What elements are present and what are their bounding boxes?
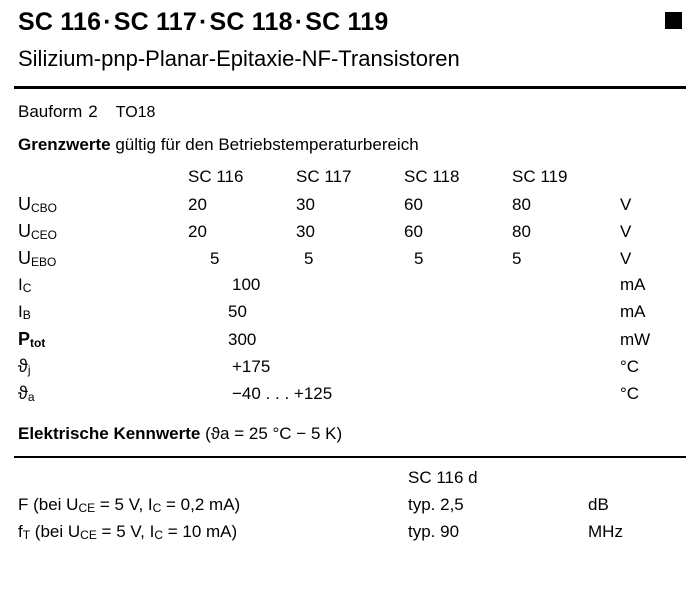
- cell-theta-a-value: −40 . . . +125: [232, 384, 333, 403]
- header-cell-sc118: SC 118: [404, 167, 460, 186]
- cell-uceo-sc117: 30: [296, 222, 315, 241]
- page-body: [0, 102, 700, 444]
- desc-sub-c: C: [154, 528, 163, 542]
- row-symbol-ptot: [18, 329, 188, 356]
- cell-uceo-sc116: 20: [188, 222, 207, 241]
- row-symbol-ib: [18, 302, 188, 329]
- cell-ptot-unit: mW: [620, 330, 651, 349]
- symbol-subscript: a: [27, 390, 35, 404]
- header-cell-sc119: SC 119: [512, 167, 568, 186]
- bauform-row: [18, 102, 682, 122]
- page-subtitle: Silizium-pnp-Planar-Epitaxie-NF-Transistoren: [18, 46, 460, 71]
- desc-sub-ce: CE: [78, 501, 96, 515]
- limits-table: [18, 167, 682, 410]
- cell-ucbo-sc119: 80: [512, 195, 531, 214]
- desc-suffix: = 0,2 mA): [161, 495, 241, 514]
- desc-prefix2: (bei U: [30, 522, 81, 541]
- lower-header-unit: [588, 468, 682, 495]
- desc-sub-t: T: [22, 528, 31, 542]
- desc-suffix: = 10 mA): [163, 522, 238, 541]
- symbol-subscript: B: [22, 308, 31, 322]
- row-symbol-uceo: [18, 221, 188, 248]
- symbol-base: ϑ: [18, 356, 28, 376]
- table-row: [18, 194, 682, 221]
- lower-header-blank: [18, 468, 408, 495]
- symbol-base: U: [18, 248, 31, 268]
- cell-transit-frequency-unit: MHz: [588, 522, 623, 541]
- symbol-subscript: C: [22, 281, 32, 295]
- title-separator-1: ·: [103, 8, 112, 36]
- header-cell-symbol: [18, 167, 188, 194]
- type-name-4: SC 119: [305, 8, 389, 36]
- cell-ic-value: 100: [232, 275, 261, 294]
- table-header-row: [18, 167, 682, 194]
- cell-uebo-sc116: 5: [210, 249, 220, 268]
- bauform-label: Bauform: [18, 102, 83, 121]
- symbol-base: I: [18, 302, 23, 321]
- desc-prefix: f: [18, 522, 23, 541]
- symbol-base: U: [18, 221, 31, 241]
- table-row: [18, 248, 682, 275]
- lower-body: [0, 468, 700, 549]
- symbol-base: U: [18, 194, 31, 214]
- symbol-base: ϑ: [18, 383, 28, 403]
- cell-noise-figure-value: typ. 2,5: [408, 495, 464, 514]
- table-row: [18, 275, 682, 302]
- section-divider: [14, 456, 686, 458]
- cell-uceo-sc119: 80: [512, 222, 531, 241]
- desc-mid: = 5 V, I: [96, 522, 155, 541]
- cell-ucbo-sc116: 20: [188, 195, 207, 214]
- limits-heading: [18, 135, 682, 155]
- desc-mid: = 5 V, I: [95, 495, 153, 514]
- electrical-heading-rest: (ϑa = 25 °C − 5 K): [205, 424, 343, 443]
- page-header: [0, 0, 700, 72]
- row-desc-transit-frequency: [18, 522, 408, 549]
- row-symbol-uebo: [18, 248, 188, 275]
- cell-uceo-unit: V: [620, 222, 632, 241]
- desc-sub-c: C: [152, 501, 162, 515]
- row-symbol-ucbo: [18, 194, 188, 221]
- cell-ptot-value: 300: [228, 330, 257, 349]
- symbol-base: P: [18, 329, 31, 349]
- table-row: [18, 221, 682, 248]
- row-symbol-ic: [18, 275, 188, 302]
- cell-noise-figure-unit: dB: [588, 495, 609, 514]
- electrical-table: [18, 468, 682, 549]
- lower-header-row: [18, 468, 682, 495]
- cell-uebo-sc119: 5: [512, 249, 522, 268]
- type-name-2: SC 117: [113, 8, 197, 36]
- lower-header-type: SC 116 d: [408, 468, 478, 487]
- table-row: [18, 356, 682, 383]
- header-divider: [14, 86, 686, 89]
- symbol-base: I: [18, 275, 23, 294]
- table-row: [18, 522, 682, 549]
- cell-uceo-sc118: 60: [404, 222, 423, 241]
- cell-theta-a-unit: °C: [620, 384, 640, 403]
- symbol-subscript: j: [27, 363, 31, 377]
- table-row: [18, 383, 682, 410]
- table-row: [18, 302, 682, 329]
- row-symbol-theta-j: [18, 356, 188, 383]
- cell-uebo-sc118: 5: [414, 249, 424, 268]
- electrical-heading: [18, 424, 682, 444]
- cell-ic-unit: mA: [620, 275, 646, 294]
- limits-heading-rest: gültig für den Betriebstemperaturbereich: [115, 135, 419, 154]
- title-separator-3: ·: [294, 8, 304, 36]
- cell-ib-unit: mA: [620, 302, 646, 321]
- symbol-subscript: CEO: [31, 228, 58, 242]
- cell-theta-j-unit: °C: [620, 357, 640, 376]
- symbol-subscript: CBO: [31, 201, 58, 215]
- type-name-3: SC 118: [209, 8, 293, 36]
- cell-ucbo-unit: V: [620, 195, 632, 214]
- title-separator-2: ·: [198, 8, 208, 36]
- page-title: [18, 8, 682, 37]
- desc-sub-ce: CE: [80, 528, 97, 542]
- cell-ucbo-sc117: 30: [296, 195, 315, 214]
- cell-uebo-unit: V: [620, 249, 632, 268]
- table-row: [18, 329, 682, 356]
- bauform-number: 2: [88, 102, 98, 121]
- table-row: [18, 495, 682, 522]
- symbol-subscript: tot: [30, 336, 46, 350]
- square-marker-icon: [665, 12, 682, 29]
- symbol-subscript: EBO: [31, 255, 57, 269]
- electrical-heading-bold: Elektrische Kennwerte: [18, 424, 201, 443]
- header-cell-unit: [620, 167, 682, 194]
- bauform-package: TO18: [115, 104, 156, 121]
- cell-ucbo-sc118: 60: [404, 195, 423, 214]
- header-cell-sc117: SC 117: [296, 167, 352, 186]
- cell-transit-frequency-value: typ. 90: [408, 522, 460, 541]
- header-cell-sc116: SC 116: [188, 167, 244, 186]
- limits-heading-bold: Grenzwerte: [18, 135, 111, 154]
- cell-theta-j-value: +175: [232, 357, 271, 376]
- row-desc-noise-figure: [18, 495, 408, 522]
- row-symbol-theta-a: [18, 383, 188, 410]
- type-name-1: SC 116: [18, 8, 102, 36]
- cell-ib-value: 50: [228, 302, 247, 321]
- desc-prefix: F (bei U: [18, 495, 79, 514]
- cell-uebo-sc117: 5: [304, 249, 314, 268]
